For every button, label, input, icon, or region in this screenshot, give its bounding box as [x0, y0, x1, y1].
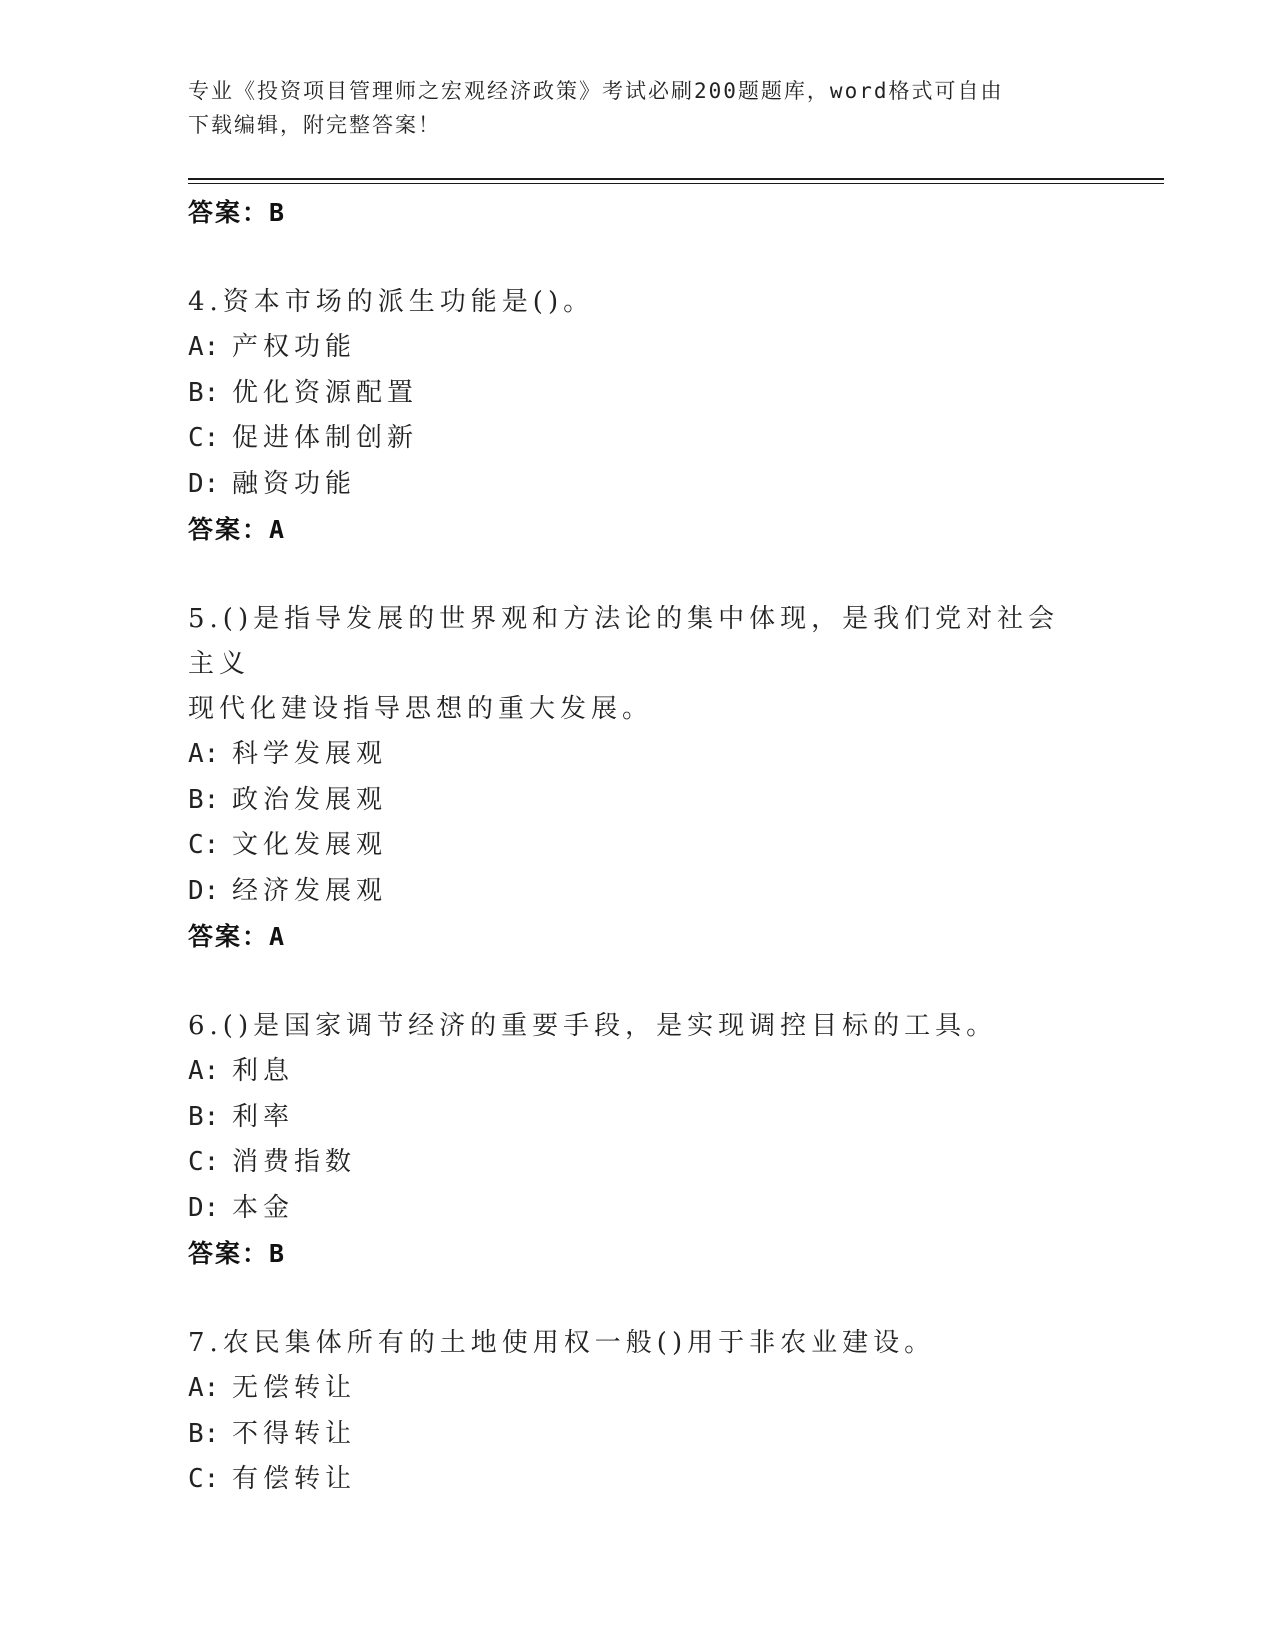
answer-value: B: [269, 198, 287, 227]
question-text-line-1: 5.()是指导发展的世界观和方法论的集中体现，是我们党对社会主义: [188, 604, 1060, 679]
option-text: 文化发展观: [232, 830, 388, 860]
option-text: 消费指数: [232, 1147, 357, 1177]
header-rule-thin: [188, 183, 1164, 184]
option-text: 科学发展观: [232, 739, 388, 769]
option-d: [188, 462, 1078, 508]
answer-value: B: [269, 1239, 287, 1268]
option-letter: A:: [188, 332, 220, 362]
option-text: 本金: [232, 1192, 295, 1223]
option-b: [188, 371, 1078, 417]
option-text: 利息: [232, 1056, 295, 1086]
option-letter: B:: [188, 377, 220, 408]
option-letter: C:: [188, 830, 220, 860]
option-text: 经济发展观: [232, 875, 388, 906]
answer-value: A: [269, 922, 287, 951]
question-text-line-2: 现代化建设指导思想的重大发展。: [188, 694, 654, 724]
option-letter: C:: [188, 1464, 220, 1494]
option-d: [188, 869, 1078, 915]
spacer: [188, 553, 1078, 597]
spacer: [188, 960, 1078, 1004]
option-c: [188, 1457, 1078, 1503]
spacer: [188, 1277, 1078, 1321]
option-letter: A:: [188, 739, 220, 769]
option-b: [188, 1095, 1078, 1141]
option-letter: D:: [188, 1192, 220, 1223]
option-text: 有偿转让: [232, 1464, 357, 1494]
option-text: 融资功能: [232, 468, 357, 499]
option-b: [188, 778, 1078, 824]
option-a: [188, 325, 1078, 371]
question-block: [188, 1321, 1078, 1503]
option-letter: D:: [188, 468, 220, 499]
option-a: [188, 1366, 1078, 1412]
spacer: [188, 236, 1078, 280]
question-block: [188, 280, 1078, 553]
question-block: [188, 1004, 1078, 1277]
question-block: [188, 597, 1078, 960]
option-letter: B:: [188, 1418, 220, 1449]
header-line-2: 下载编辑，附完整答案！: [188, 113, 441, 137]
option-letter: B:: [188, 1101, 220, 1132]
option-c: [188, 823, 1078, 869]
option-text: 不得转让: [232, 1418, 357, 1449]
option-letter: B:: [188, 784, 220, 815]
answer-label: 答案：: [188, 922, 270, 951]
answer-line: [188, 507, 1078, 553]
answer-label: 答案：: [188, 1239, 270, 1268]
header-rule-thick: [188, 178, 1164, 180]
option-a: [188, 732, 1078, 778]
question-text: 7.农民集体所有的土地使用权一般()用于非农业建设。: [188, 1328, 936, 1358]
option-c: [188, 1140, 1078, 1186]
option-letter: D:: [188, 875, 220, 906]
option-a: [188, 1049, 1078, 1095]
option-d: [188, 1186, 1078, 1232]
question-text: 6.()是国家调节经济的重要手段，是实现调控目标的工具。: [188, 1011, 998, 1041]
option-letter: C:: [188, 1147, 220, 1177]
header-line-1: 专业《投资项目管理师之宏观经济政策》考试必刷200题题库，word格式可自由: [188, 79, 1004, 103]
option-letter: A:: [188, 1373, 220, 1403]
question-list: [188, 190, 1078, 1503]
option-c: [188, 416, 1078, 462]
option-text: 促进体制创新: [232, 423, 419, 453]
option-text: 无偿转让: [232, 1373, 357, 1403]
answer-line: [188, 190, 1078, 236]
option-text: 优化资源配置: [232, 377, 419, 408]
answer-line: [188, 1231, 1078, 1277]
answer-label: 答案：: [188, 198, 270, 227]
option-letter: C:: [188, 423, 220, 453]
question-text: 4.资本市场的派生功能是()。: [188, 287, 595, 317]
page-header: [188, 74, 1078, 142]
option-letter: A:: [188, 1056, 220, 1086]
option-text: 产权功能: [232, 332, 357, 362]
option-text: 利率: [232, 1101, 295, 1132]
answer-label: 答案：: [188, 515, 270, 544]
answer-line: [188, 914, 1078, 960]
option-text: 政治发展观: [232, 784, 388, 815]
answer-value: A: [269, 515, 287, 544]
option-b: [188, 1412, 1078, 1458]
